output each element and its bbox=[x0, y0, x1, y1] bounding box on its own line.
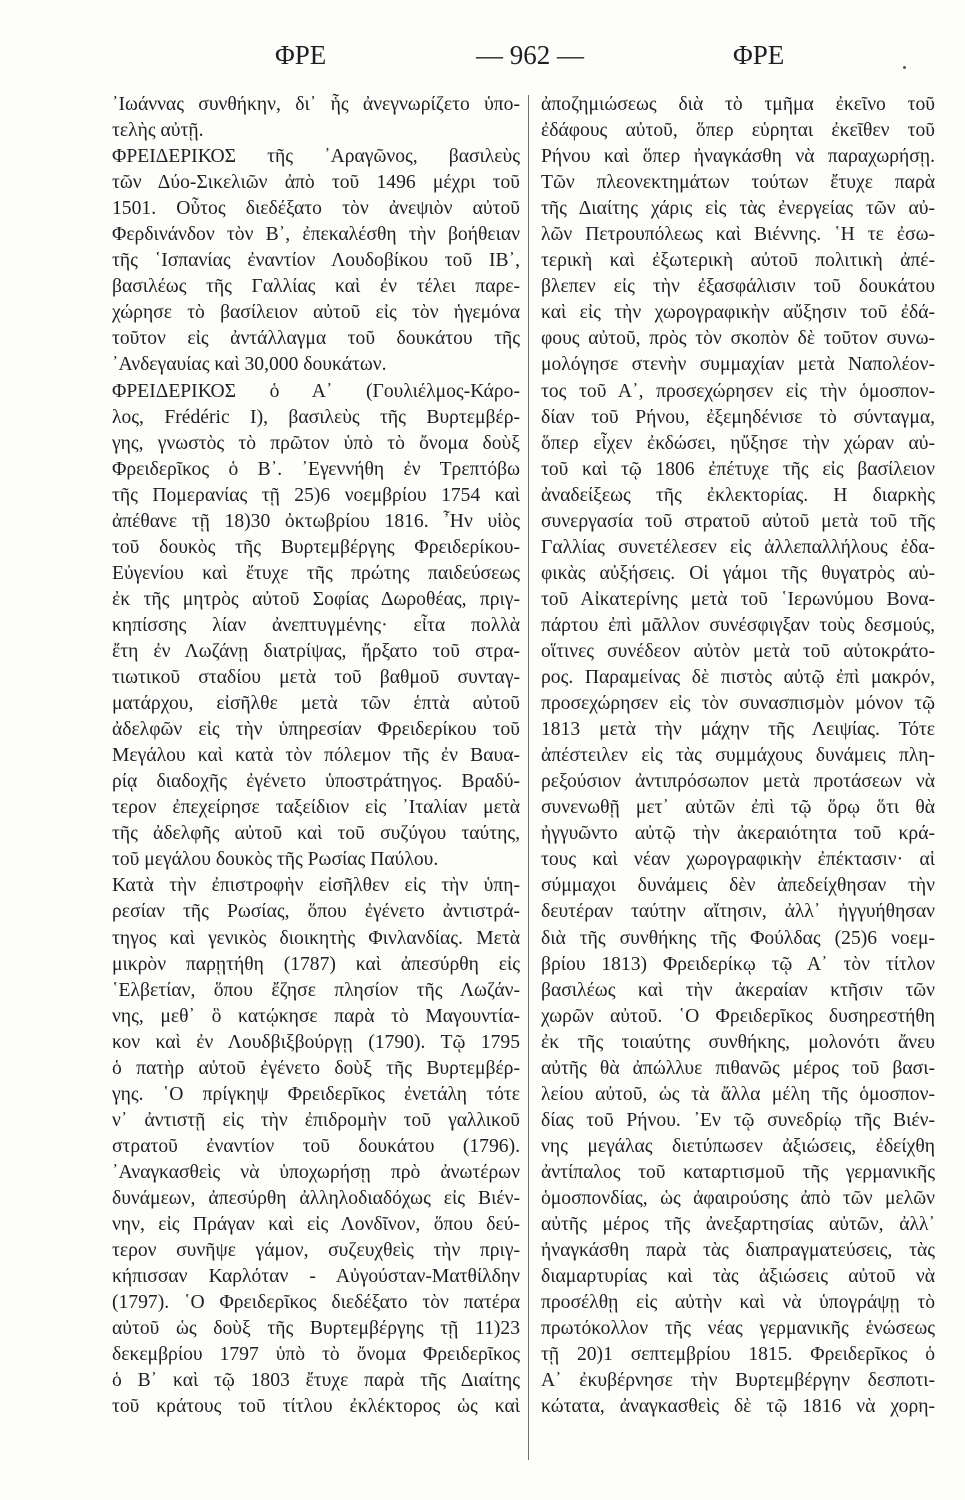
text-line: βασιλέως καὶ τὴν ἀκεραίαν κτῆσιν τῶν bbox=[541, 979, 935, 1001]
text-line: πάρτου ἐπὶ μᾶλλον συνέσφιγξαν τοὺς δεσμούς, bbox=[541, 614, 935, 636]
text-line: τοῦ Αἰκατερίνης μετὰ τοῦ ῾Ιερωνύμου Βονα- bbox=[541, 588, 935, 610]
text-line: συνεργασία τοῦ στρατοῦ αὐτοῦ μετὰ τοῦ τῆς bbox=[541, 510, 935, 532]
text-line: προσέλθῃ εἰς αὐτὴν καὶ νὰ ὑπογράψῃ τὸ bbox=[541, 1292, 935, 1314]
text-line: ν᾿ ἀντιστῇ εἰς τὴν ἐπιδρομὴν τοῦ γαλλικοῦ bbox=[112, 1109, 520, 1131]
text-line: ματάρχου, εἰσῆλθε μετὰ τῶν ἑπτὰ αὐτοῦ bbox=[112, 693, 520, 715]
text-line: τοῦ μεγάλου δουκὸς τῆς Ρωσίας Παύλου. bbox=[112, 849, 439, 871]
text-line: ΦΡΕΙΔΕΡΙΚΟΣ ὁ Α᾿ (Γουλιέλμος-Κάρο- bbox=[112, 380, 520, 402]
text-line: ἐδάφους αὐτοῦ, ὅπερ εὑρηται ἐκεῖθεν τοῦ bbox=[541, 120, 935, 142]
text-line: ρίᾳ διαδοχῆς ἐγένετο ὑποστράτηγος. Βραδύ- bbox=[112, 771, 520, 793]
text-line: αὐτῆς θὰ ἀπώλλυε πιθανῶς μέρος τοῦ βασι- bbox=[541, 1057, 935, 1079]
text-line: τῆς Διαίτης χάρις εἰς τὰς ἐνεργείας τῶν αὐ- bbox=[541, 198, 935, 220]
text-line: προσεχώρησεν εἰς τὸν συνασπισμὸν μόνον τῷ bbox=[541, 693, 935, 715]
text-line: ἀναδείξεως τῆς ἐκλεκτορίας. Η διαρκὴς bbox=[541, 484, 935, 506]
text-line: τελὴς αὐτῇ. bbox=[112, 120, 204, 142]
right-text-column bbox=[541, 92, 935, 1462]
text-line: ὁ πατὴρ αὐτοῦ ἐγένετο δοὺξ τῆς Βυρτεμβέρ- bbox=[112, 1057, 520, 1079]
text-line: βρίου 1813) Φρειδερίκῳ τῷ Α᾿ τὸν τίτλον bbox=[541, 953, 935, 975]
text-line: αὐτῆς μέρος τῆς ἀνεξαρτησίας αὐτῶν, ἀλλ᾿ bbox=[541, 1214, 935, 1236]
text-line: Γαλλίας συνετέλεσεν εἰς ἀλλεπαλλήλους ἐδα- bbox=[541, 536, 935, 558]
text-line: Κατὰ τὴν ἐπιστροφὴν εἰσῆλθεν εἰς τὴν ὑπη- bbox=[112, 875, 520, 897]
text-line: νης, μεθ᾿ ὃ κατῴκησε παρὰ τὸ Μαγουντία- bbox=[112, 1005, 520, 1027]
text-line: τερικὴ καὶ ἐξωτερικὴ αὐτοῦ πολιτικὴ ἀπέ- bbox=[541, 250, 935, 272]
text-line: (1797). ῾Ο Φρειδερῖκος διεδέξατο τὸν πατέρα bbox=[112, 1292, 520, 1314]
text-line: νης μεγάλας διετύπωσεν ἀξιώσεις, ἐδείχθη bbox=[541, 1135, 935, 1157]
text-line: σύμμαχοι δυνάμεις δὲν ἀπεδείχθησαν τὴν bbox=[541, 875, 935, 897]
text-line: βασιλέως τῆς Γαλλίας καὶ ἐν τέλει παρε- bbox=[112, 276, 520, 298]
text-line: ᾿Αναγκασθεὶς νὰ ὑποχωρήσῃ πρὸ ἀνωτέρων bbox=[112, 1161, 520, 1183]
column-divider bbox=[528, 95, 529, 1460]
text-line: ρεξούσιον ἀντιπρόσωπον μετὰ προτάσεων νὰ bbox=[541, 771, 935, 793]
text-line: ρος. Παραμείνας δὲ πιστὸς αὐτῷ ἐπὶ μακρόν, bbox=[541, 667, 935, 689]
text-line: μικρὸν παρῃτήθη (1787) καὶ ἀπεσύρθη εἰς bbox=[112, 953, 520, 975]
text-line: ἠγγυῶντο αὐτῷ τὴν ἀκεραιότητα τοῦ κρά- bbox=[541, 823, 935, 845]
text-line: μολόγησε στενὴν συμμαχίαν μετὰ Ναπολέον- bbox=[541, 354, 935, 376]
text-line: αὐτοῦ ὡς δοὺξ τῆς Βυρτεμβέργης τῇ 11)23 bbox=[112, 1318, 520, 1340]
text-line: ΦΡΕΙΔΕΡΙΚΟΣ τῆς ᾿Αραγῶνος, βασιλεὺς bbox=[112, 146, 520, 168]
text-line: διαμαρτυρίας καὶ τὰς ἀξιώσεις αὐτοῦ νὰ bbox=[541, 1266, 935, 1288]
text-line: χωρῶν αὐτοῦ. ῾Ο Φρειδερῖκος δυσηρεστήθη bbox=[541, 1005, 935, 1027]
text-line: τῆς Πομερανίας τῇ 25)6 νοεμβρίου 1754 καὶ bbox=[112, 484, 520, 506]
text-line: Εὐγενίου καὶ ἔτυχε τῆς πρώτης παιδεύσεως bbox=[112, 562, 520, 584]
text-line: ἀδελφῶν εἰς τὴν ὑπηρεσίαν Φρειδερίκου τοῦ bbox=[112, 719, 520, 741]
running-header bbox=[0, 40, 965, 80]
text-line: 1501. Οὗτος διεδέξατο τὸν ἀνεψιὸν αὐτοῦ bbox=[112, 198, 520, 220]
text-line: τοῦ δουκὸς τῆς Βυρτεμβέργης Φρειδερίκου- bbox=[112, 536, 520, 558]
text-line: τος τοῦ Α᾿, προσεχώρησεν εἰς τὴν ὁμοσπον- bbox=[541, 380, 935, 402]
text-line: τερον ἐπεχείρησε ταξείδιον εἰς ᾿Ιταλίαν μετὰ bbox=[112, 797, 520, 819]
text-line: 1813 μετὰ τὴν μάχην τῆς Λειψίας. Τότε bbox=[541, 719, 935, 741]
text-line: οἵτινες συνέδεον αὐτὸν μετὰ τοῦ αὐτοκράτο- bbox=[541, 640, 935, 662]
text-line: ὁ Β᾿ καὶ τῷ 1803 ἔτυχε παρὰ τῆς Διαίτης bbox=[112, 1370, 520, 1392]
text-line: τοῦ καὶ τῷ 1806 ἐπέτυχε τῆς εἰς βασίλειον bbox=[541, 458, 935, 480]
text-line: τῇ 20)1 σεπτεμβρίου 1815. Φρειδερῖκος ὁ bbox=[541, 1344, 935, 1366]
ink-speck bbox=[903, 66, 906, 69]
text-line: ἀπέθανε τῇ 18)30 ὀκτωβρίου 1816. ῏Ην υἱὸς bbox=[112, 510, 520, 532]
text-line: δεκεμβρίου 1797 ὑπὸ τὸ ὄνομα Φρειδερῖκος bbox=[112, 1344, 520, 1366]
text-line: γης. ῾Ο πρίγκηψ Φρειδερῖκος ἐνετάλη τότε bbox=[112, 1083, 520, 1105]
text-line: ῾Ελβετίαν, ὅπου ἔζησε πλησίον τῆς Λωζάν- bbox=[112, 979, 520, 1001]
text-line: Φερδινάνδον τὸν Β᾿, ἐπεκαλέσθη τὴν βοήθειαν bbox=[112, 224, 520, 246]
text-line: λῶν Πετρουπόλεως καὶ Βιέννης. ῾Η τε ἐσω- bbox=[541, 224, 935, 246]
text-line: ὅπερ εἶχεν ἐκδώσει, ηὔξησε τὴν χώραν αὐ- bbox=[541, 432, 935, 454]
text-line: ᾿Ανδεγαυίας καὶ 30,000 δουκάτων. bbox=[112, 354, 387, 376]
text-line: λείου αὐτοῦ, ὡς τὰ ἄλλα μέλη τῆς ὁμοσπον- bbox=[541, 1083, 935, 1105]
text-line: φους αὐτοῦ, πρὸς τὸν σκοπὸν δὲ τοῦτον συνω- bbox=[541, 328, 935, 350]
text-line: Α᾿ ἐκυβέρνησε τὴν Βυρτεμβέργην δεσποτι- bbox=[541, 1370, 935, 1392]
text-line: Τῶν πλεονεκτημάτων τούτων ἔτυχε παρὰ bbox=[541, 172, 935, 194]
left-text-column bbox=[112, 92, 520, 1462]
header-left-keyword: ΦΡΕ bbox=[275, 40, 327, 70]
text-line: τερον συνῆψε γάμον, συζευχθεὶς τὴν πριγ- bbox=[112, 1240, 520, 1262]
text-line: στρατοῦ ἐναντίον τοῦ δουκάτου (1796). bbox=[112, 1135, 520, 1157]
text-line: καὶ εἰς τὴν χωρογραφικὴν αὔξησιν τοῦ ἐδά- bbox=[541, 302, 935, 324]
text-line: τους καὶ νέαν χωρογραφικὴν ἐπέκτασιν· αἱ bbox=[541, 849, 935, 871]
text-line: τῶν Δύο-Σικελιῶν ἀπὸ τοῦ 1496 μέχρι τοῦ bbox=[112, 172, 520, 194]
text-line: κήπισσαν Καρλόταν - Αὐγούσταν-Ματθίλδην bbox=[112, 1266, 520, 1288]
text-line: δευτέραν ταύτην αἴτησιν, ἀλλ᾿ ἠγγυήθησαν bbox=[541, 901, 935, 923]
text-line: Ρήνου καὶ ὅπερ ἠναγκάσθη νὰ παραχωρήσῃ. bbox=[541, 146, 935, 168]
text-line: κηπίσσης λίαν ἀνεπτυγμένης· εἶτα πολλὰ bbox=[112, 614, 520, 636]
text-line: ᾿Ιωάννας συνθήκην, δι᾿ ἧς ἀνεγνωρίζετο ὑπο- bbox=[112, 94, 520, 115]
text-line: λος, Frédéric I), βασιλεὺς τῆς Βυρτεμβέρ- bbox=[112, 406, 520, 428]
header-right-keyword: ΦΡΕ bbox=[733, 40, 785, 70]
text-line: ἐκ τῆς τοιαύτης συνθήκης, μολονότι ἄνευ bbox=[541, 1031, 935, 1053]
text-line: πρωτόκολλον τῆς νέας γερμανικῆς ἑνώσεως bbox=[541, 1318, 935, 1340]
text-line: τῆς ῾Ισπανίας ἐναντίον Λουδοβίκου τοῦ ΙΒ᾿, bbox=[112, 250, 520, 272]
text-line: ἀντίπαλος τοῦ καταρτισμοῦ τῆς γερμανικῆς bbox=[541, 1161, 935, 1183]
text-line: ἠναγκάσθη παρὰ τὰς διαπραγματεύσεις, τὰς bbox=[541, 1240, 935, 1262]
text-line: τιωτικοῦ σταδίου μετὰ τοῦ βαθμοῦ συνταγ- bbox=[112, 667, 520, 689]
text-line: βλεπεν εἰς τὴν ἐξασφάλισιν τοῦ δουκάτου bbox=[541, 276, 935, 298]
text-line: ρεσίαν τῆς Ρωσίας, ὅπου ἐγένετο ἀντιστρά- bbox=[112, 901, 520, 923]
text-line: ἀπέστειλεν εἰς τὰς συμμάχους δυνάμεις πλη- bbox=[541, 745, 935, 767]
text-line: ἐκ τῆς μητρὸς αὐτοῦ Σοφίας Δωροθέας, πριγ- bbox=[112, 588, 520, 610]
text-line: συνενωθῇ μετ᾿ αὐτῶν ἐπὶ τῷ ὅρῳ ὅτι θὰ bbox=[541, 797, 935, 819]
text-line: χώρησε τὸ βασίλειον αὐτοῦ εἰς τὸν ἡγεμόνα bbox=[112, 302, 520, 324]
text-line: τηγος καὶ γενικὸς διοικητὴς Φινλανδίας. Μετὰ bbox=[112, 927, 520, 949]
text-line: δυνάμεων, ἀπεσύρθη ἀλληλοδιαδόχως εἰς Βιέν- bbox=[112, 1187, 520, 1209]
text-line: Μεγάλου καὶ κατὰ τὸν πόλεμον τῆς ἐν Βαυα- bbox=[112, 745, 520, 767]
text-line: ὁμοσπονδίας, ὡς ἀφαιρούσης ἀπὸ τῶν μελῶν bbox=[541, 1187, 935, 1209]
text-line: τοῦ κράτους τοῦ τίτλου ἐκλέκτορος ὡς καὶ bbox=[112, 1396, 520, 1418]
text-line: δίας τοῦ Ρήνου. ᾿Εν τῷ συνεδρίῳ τῆς Βιέν- bbox=[541, 1109, 935, 1131]
text-line: δίαν τοῦ Ρήνου, ἐξεμηδένισε τὸ σύνταγμα, bbox=[541, 406, 935, 428]
text-line: τῆς ἀδελφῆς αὐτοῦ καὶ τοῦ συζύγου ταύτης, bbox=[112, 823, 520, 845]
text-line: κώτατα, ἀναγκασθεὶς δὲ τῷ 1816 νὰ χορη- bbox=[541, 1396, 935, 1418]
text-line: γης, γνωστὸς τὸ πρῶτον ὑπὸ τὸ ὄνομα δοὺξ bbox=[112, 432, 520, 454]
text-line: ἔτη ἐν Λωζάνῃ διατρίψας, ἤρξατο τοῦ στρα- bbox=[112, 640, 520, 662]
text-line: κον καὶ ἐν Λουδβιξβούργῃ (1790). Τῷ 1795 bbox=[112, 1031, 520, 1053]
text-line: διὰ τῆς συνθήκης τῆς Φούλδας (25)6 νοεμ- bbox=[541, 927, 935, 949]
text-line: νην, εἰς Πράγαν καὶ εἰς Λονδῖνον, ὅπου δεύ- bbox=[112, 1214, 520, 1236]
text-line: φικὰς αὐξήσεις. Οἱ γάμοι τῆς θυγατρὸς αὐ- bbox=[541, 562, 935, 584]
text-line: τοῦτον εἰς ἀντάλλαγμα τοῦ δουκάτου τῆς bbox=[112, 328, 520, 350]
text-line: Φρειδερῖκος ὁ Β᾿. ᾿Εγεννήθη ἐν Τρεπτόβω bbox=[112, 458, 520, 480]
text-line: ἀποζημιώσεως διὰ τὸ τμῆμα ἐκεῖνο τοῦ bbox=[541, 94, 935, 115]
page-number: — 962 — bbox=[476, 40, 584, 70]
